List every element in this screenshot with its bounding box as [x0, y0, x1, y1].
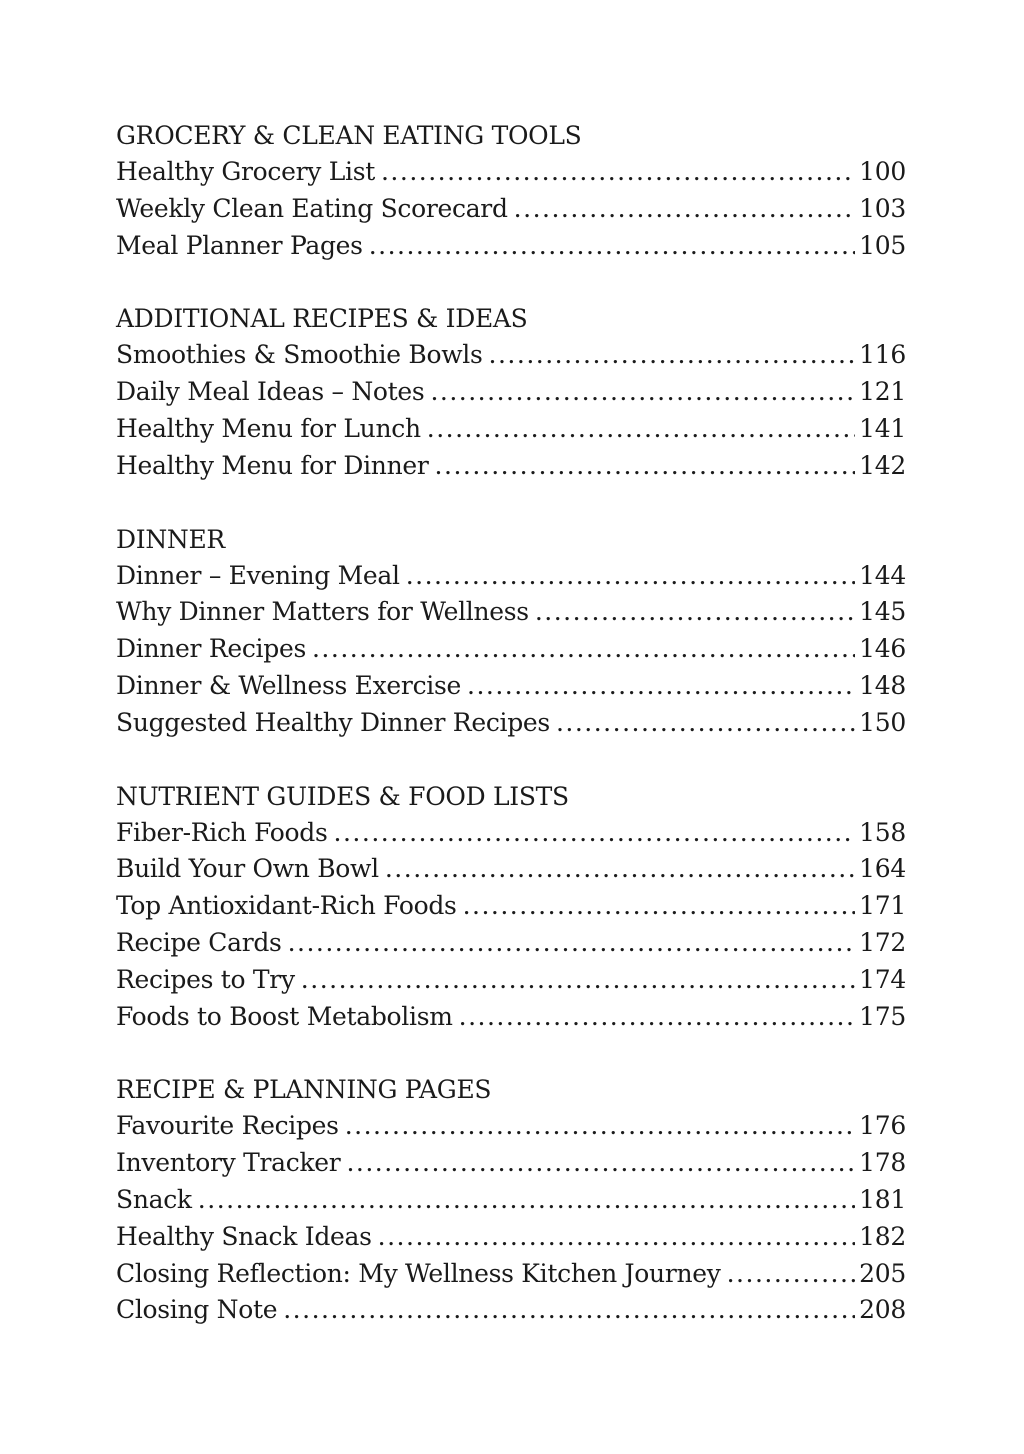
toc-entry[interactable]	[116, 1219, 906, 1256]
dot-leader	[463, 888, 856, 925]
dot-leader	[385, 851, 855, 888]
toc-entry[interactable]	[116, 1292, 906, 1329]
entry-page-number: 146	[859, 634, 906, 664]
entry-title: Snack	[116, 1184, 192, 1214]
entry-title: Dinner & Wellness Exercise	[116, 670, 461, 700]
dot-leader	[427, 411, 855, 448]
entry-title: Build Your Own Bowl	[116, 854, 379, 884]
entry-page-number: 105	[859, 230, 906, 260]
dot-leader	[301, 962, 855, 999]
dot-leader	[459, 999, 856, 1036]
dot-leader	[430, 374, 855, 411]
entry-title: Suggested Healthy Dinner Recipes	[116, 707, 550, 737]
entry-title: Healthy Grocery List	[116, 157, 375, 186]
toc-entry[interactable]	[116, 191, 906, 228]
section-title: DINNER	[116, 524, 225, 554]
entry-title: Meal Planner Pages	[116, 230, 363, 260]
entry-title: Why Dinner Matters for Wellness	[116, 597, 529, 627]
entry-page-number: 142	[859, 450, 906, 480]
entry-title: Healthy Menu for Dinner	[116, 450, 429, 480]
entry-page-number: 121	[859, 377, 906, 407]
entry-page-number: 103	[859, 193, 906, 223]
entry-page-number: 176	[859, 1111, 906, 1141]
dot-leader	[727, 1256, 856, 1293]
dot-leader	[345, 1108, 855, 1145]
entry-page-number: 172	[859, 927, 906, 957]
entry-page-number: 181	[859, 1184, 906, 1214]
toc-section	[116, 521, 906, 742]
toc-entry[interactable]	[116, 631, 906, 668]
toc-section	[116, 778, 906, 1036]
entry-page-number: 116	[859, 340, 906, 370]
entry-title: Healthy Snack Ideas	[116, 1221, 372, 1251]
toc-entry[interactable]	[116, 1108, 906, 1145]
toc-entry[interactable]	[116, 999, 906, 1036]
entry-title: Fiber-Rich Foods	[116, 817, 328, 847]
entry-title: Inventory Tracker	[116, 1148, 341, 1178]
entry-title: Weekly Clean Eating Scorecard	[116, 193, 508, 223]
toc-entry[interactable]	[116, 888, 906, 925]
table-of-contents	[116, 117, 906, 1365]
toc-entry[interactable]	[116, 448, 906, 485]
dot-leader	[381, 154, 855, 191]
dot-leader	[556, 705, 855, 742]
dot-leader	[346, 1145, 855, 1182]
entry-page-number: 144	[859, 560, 906, 590]
dot-leader	[334, 815, 856, 852]
dot-leader	[198, 1182, 855, 1219]
dot-leader	[514, 191, 856, 228]
dot-leader	[369, 228, 855, 265]
section-title: GROCERY & CLEAN EATING TOOLS	[116, 121, 582, 150]
toc-entry[interactable]	[116, 374, 906, 411]
dot-leader	[288, 925, 856, 962]
toc-entry[interactable]	[116, 668, 906, 705]
dot-leader	[467, 668, 855, 705]
toc-entry[interactable]	[116, 705, 906, 742]
dot-leader	[378, 1219, 856, 1256]
entry-page-number: 158	[859, 817, 906, 847]
toc-entry[interactable]	[116, 851, 906, 888]
toc-section	[116, 117, 906, 264]
entry-page-number: 150	[859, 707, 906, 737]
entry-page-number: 145	[859, 597, 906, 627]
toc-entry[interactable]	[116, 962, 906, 999]
entry-title: Top Antioxidant-Rich Foods	[116, 891, 457, 921]
entry-title: Recipe Cards	[116, 927, 282, 957]
entry-title: Favourite Recipes	[116, 1111, 339, 1141]
dot-leader	[406, 558, 855, 595]
toc-entry[interactable]	[116, 1145, 906, 1182]
dot-leader	[283, 1292, 855, 1329]
toc-section	[116, 300, 906, 484]
entry-title: Daily Meal Ideas – Notes	[116, 377, 425, 407]
entry-page-number: 174	[859, 964, 906, 994]
entry-page-number: 205	[859, 1258, 906, 1288]
toc-entry[interactable]	[116, 1256, 906, 1293]
dot-leader	[535, 594, 855, 631]
section-title: RECIPE & PLANNING PAGES	[116, 1075, 492, 1105]
toc-entry[interactable]	[116, 228, 906, 265]
toc-entry[interactable]	[116, 1182, 906, 1219]
entry-page-number: 182	[859, 1221, 906, 1251]
entry-title: Dinner Recipes	[116, 634, 306, 664]
entry-title: Dinner – Evening Meal	[116, 560, 400, 590]
entry-page-number: 148	[859, 670, 906, 700]
dot-leader	[435, 448, 856, 485]
dot-leader	[489, 337, 856, 374]
entry-title: Smoothies & Smoothie Bowls	[116, 340, 483, 370]
entry-page-number: 178	[859, 1148, 906, 1178]
entry-title: Foods to Boost Metabolism	[116, 1001, 453, 1031]
entry-page-number: 208	[859, 1295, 906, 1325]
section-title: ADDITIONAL RECIPES & IDEAS	[116, 304, 528, 334]
entry-title: Closing Reflection: My Wellness Kitchen Journey	[116, 1258, 721, 1288]
entry-page-number: 141	[859, 413, 906, 443]
toc-entry[interactable]	[116, 411, 906, 448]
toc-entry[interactable]	[116, 558, 906, 595]
dot-leader	[312, 631, 855, 668]
toc-entry[interactable]	[116, 594, 906, 631]
entry-title: Healthy Menu for Lunch	[116, 413, 421, 443]
entry-page-number: 164	[859, 854, 906, 884]
toc-entry[interactable]	[116, 925, 906, 962]
toc-entry[interactable]	[116, 154, 906, 191]
entry-page-number: 171	[859, 891, 906, 921]
section-title: NUTRIENT GUIDES & FOOD LISTS	[116, 781, 569, 811]
entry-page-number: 175	[859, 1001, 906, 1031]
entry-page-number: 100	[859, 157, 906, 186]
entry-title: Closing Note	[116, 1295, 278, 1325]
entry-title: Recipes to Try	[116, 964, 295, 994]
toc-section	[116, 1071, 906, 1329]
toc-entry[interactable]	[116, 337, 906, 374]
toc-entry[interactable]	[116, 815, 906, 852]
